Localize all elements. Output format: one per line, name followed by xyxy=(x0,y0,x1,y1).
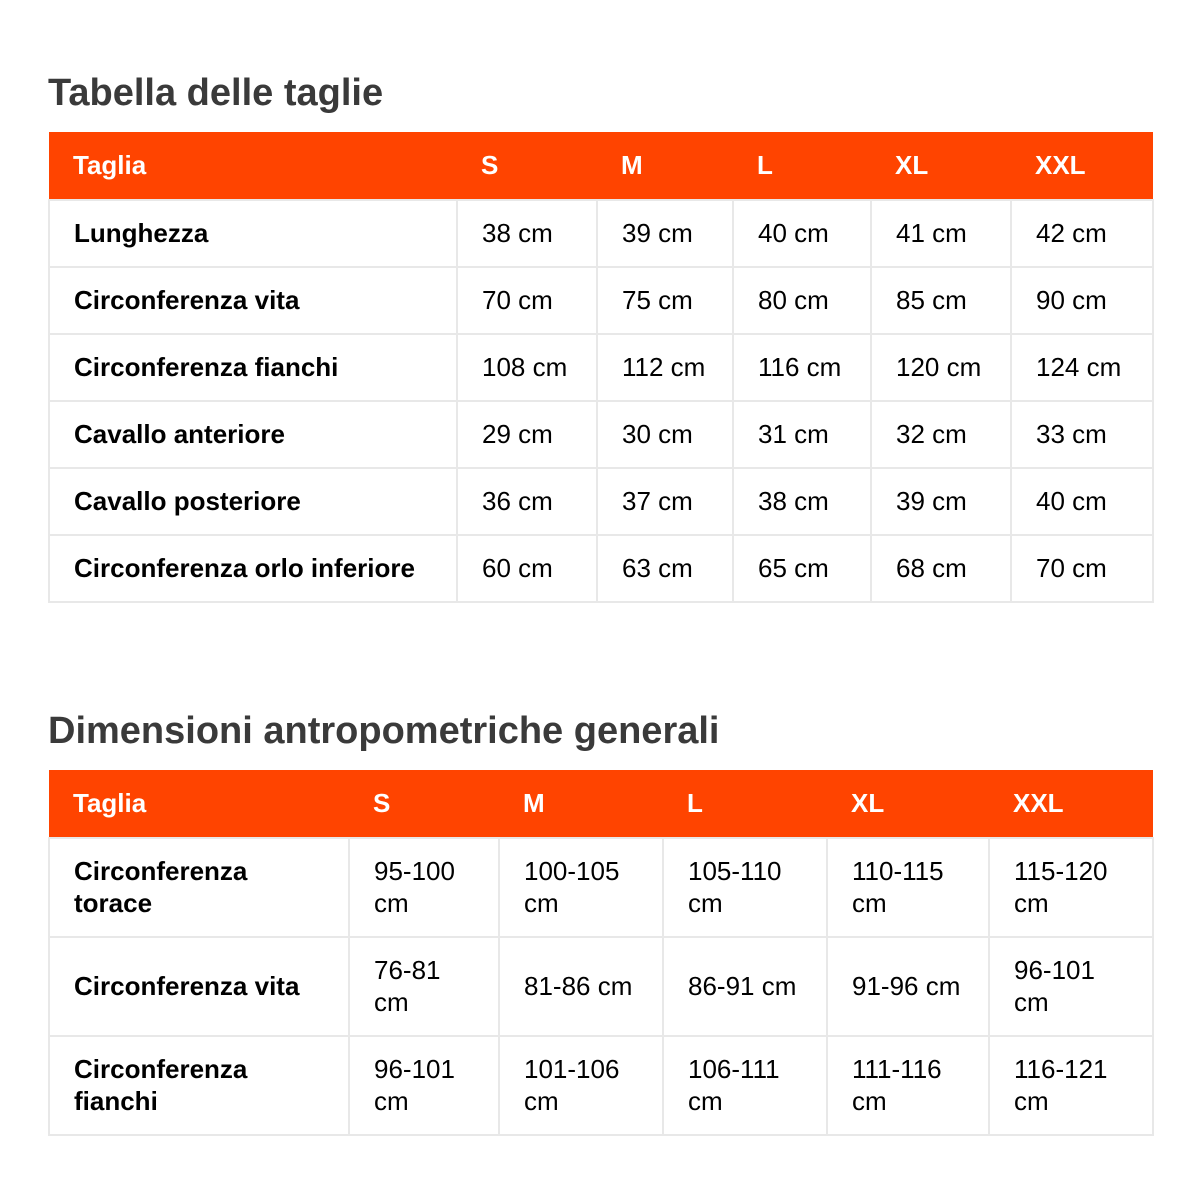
table-cell: 106-111 cm xyxy=(663,1036,827,1135)
size-chart-title: Tabella delle taglie xyxy=(48,72,384,114)
table-cell: 96-101 cm xyxy=(989,937,1153,1036)
row-label: Circonferenza vita xyxy=(49,937,349,1036)
row-label: Cavallo posteriore xyxy=(49,468,457,535)
table-cell: 39 cm xyxy=(871,468,1011,535)
table-cell: 111-116 cm xyxy=(827,1036,989,1135)
table-cell: 65 cm xyxy=(733,535,871,602)
row-label: Cavallo anteriore xyxy=(49,401,457,468)
table-cell: 81-86 cm xyxy=(499,937,663,1036)
table-cell: 116 cm xyxy=(733,334,871,401)
table-row xyxy=(49,535,1153,602)
table-cell: 63 cm xyxy=(597,535,733,602)
row-label: Circonferenza vita xyxy=(49,267,457,334)
table-cell: 70 cm xyxy=(457,267,597,334)
body-measurements-title: Dimensioni antropometriche generali xyxy=(48,710,720,752)
table-cell: 95-100 cm xyxy=(349,838,499,937)
table-row xyxy=(49,334,1153,401)
header-cell-xxl: XXL xyxy=(1011,132,1153,200)
size-chart-table xyxy=(48,132,1154,603)
table-cell: 38 cm xyxy=(733,468,871,535)
header-cell-xxl: XXL xyxy=(989,770,1153,838)
table-cell: 68 cm xyxy=(871,535,1011,602)
table-cell: 108 cm xyxy=(457,334,597,401)
table-cell: 37 cm xyxy=(597,468,733,535)
table-cell: 70 cm xyxy=(1011,535,1153,602)
table-cell: 36 cm xyxy=(457,468,597,535)
table-cell: 96-101 cm xyxy=(349,1036,499,1135)
table-cell: 40 cm xyxy=(1011,468,1153,535)
table-cell: 116-121 cm xyxy=(989,1036,1153,1135)
table-cell: 115-120 cm xyxy=(989,838,1153,937)
table-cell: 100-105 cm xyxy=(499,838,663,937)
table-cell: 38 cm xyxy=(457,200,597,267)
row-label: Circonferenza torace xyxy=(49,838,349,937)
table-cell: 90 cm xyxy=(1011,267,1153,334)
table-cell: 80 cm xyxy=(733,267,871,334)
header-cell-xl: XL xyxy=(827,770,989,838)
row-label: Circonferenza orlo inferiore xyxy=(49,535,457,602)
table-row xyxy=(49,200,1153,267)
size-chart-header-row xyxy=(49,132,1153,200)
table-row xyxy=(49,401,1153,468)
table-cell: 39 cm xyxy=(597,200,733,267)
body-measurements-table xyxy=(48,770,1154,1136)
header-cell-s: S xyxy=(457,132,597,200)
header-cell-m: M xyxy=(597,132,733,200)
header-cell-l: L xyxy=(733,132,871,200)
table-cell: 110-115 cm xyxy=(827,838,989,937)
table-cell: 30 cm xyxy=(597,401,733,468)
table-row xyxy=(49,838,1153,937)
table-cell: 105-110 cm xyxy=(663,838,827,937)
table-cell: 86-91 cm xyxy=(663,937,827,1036)
table-cell: 33 cm xyxy=(1011,401,1153,468)
table-cell: 120 cm xyxy=(871,334,1011,401)
header-cell-l: L xyxy=(663,770,827,838)
header-cell-s: S xyxy=(349,770,499,838)
table-row xyxy=(49,937,1153,1036)
table-cell: 31 cm xyxy=(733,401,871,468)
table-cell: 42 cm xyxy=(1011,200,1153,267)
row-label: Lunghezza xyxy=(49,200,457,267)
table-cell: 91-96 cm xyxy=(827,937,989,1036)
table-row xyxy=(49,1036,1153,1135)
header-cell-m: M xyxy=(499,770,663,838)
table-cell: 101-106 cm xyxy=(499,1036,663,1135)
table-cell: 76-81 cm xyxy=(349,937,499,1036)
body-measurements-header-row xyxy=(49,770,1153,838)
table-cell: 40 cm xyxy=(733,200,871,267)
table-row xyxy=(49,468,1153,535)
table-row xyxy=(49,267,1153,334)
table-cell: 75 cm xyxy=(597,267,733,334)
header-cell-size-label: Taglia xyxy=(49,132,457,200)
header-cell-size-label: Taglia xyxy=(49,770,349,838)
table-cell: 85 cm xyxy=(871,267,1011,334)
row-label: Circonferenza fianchi xyxy=(49,334,457,401)
row-label: Circonferenza fianchi xyxy=(49,1036,349,1135)
table-cell: 41 cm xyxy=(871,200,1011,267)
table-cell: 32 cm xyxy=(871,401,1011,468)
table-cell: 124 cm xyxy=(1011,334,1153,401)
table-cell: 60 cm xyxy=(457,535,597,602)
table-cell: 112 cm xyxy=(597,334,733,401)
header-cell-xl: XL xyxy=(871,132,1011,200)
table-cell: 29 cm xyxy=(457,401,597,468)
